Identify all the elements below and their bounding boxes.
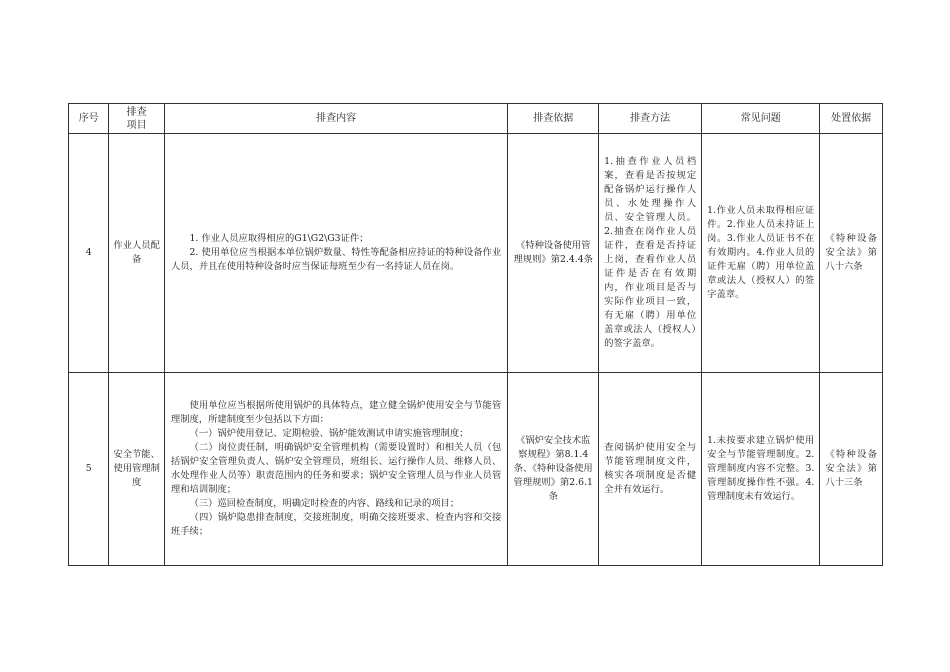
row-idx: 4 — [69, 134, 109, 373]
header-basis: 排查依据 — [508, 104, 599, 134]
content-paragraph: 2. 使用单位应当根据本单位锅炉数量、特性等配备相应持证的特种设备作业人员，并且在使用特种设备时应当保证每班至少有一名持证人员在岗。 — [170, 247, 502, 272]
content-paragraph: 使用单位应当根据所使用锅炉的具体特点，建立健全锅炉使用安全与节能管理制度，所建制度至少包括以下方面： — [170, 400, 502, 425]
row-method: 1.抽查作业人员档案，查看是否按规定配备锅炉运行操作人员、水处理操作人员、安全管理人员。2.抽查在岗作业人员证件，查看是否持证上岗，查看作业人员证件是否在有效期内，作业项目是否与实际作业项目一致，有无雇（聘）用单位盖章或法人（授权人）的签字盖章。 — [599, 134, 702, 373]
header-method: 排查方法 — [599, 104, 702, 134]
inspection-table — [68, 103, 883, 566]
row-content — [164, 134, 507, 373]
row-content — [164, 373, 507, 566]
row-basis: 《锅炉安全技术监察规程》第8.1.4条、《特种设备使用管理规则》第2.6.1条 — [508, 373, 599, 566]
content-paragraph: （三）巡回检查制度，明确定时检查的内容、路线和记录的项目； — [189, 498, 460, 509]
content-paragraph: （四）锅炉隐患排查制度，交接班制度，明确交接班要求、检查内容和交接班手续； — [170, 512, 502, 537]
header-content: 排查内容 — [164, 104, 507, 134]
content-paragraph: （二）岗位责任制，明确锅炉安全管理机构（需要设置时）和相关人员（包括锅炉安全管理负责人、锅炉安全管理员，班组长、运行操作人员、维修人员、水处理作业人员等）职责范围内的任务和要求；锅炉安全管理人员与作业人员管理和培训制度； — [170, 442, 502, 495]
row-problem: 1.作业人员未取得相应证件。2.作业人员未持证上岗。3.作业人员证书不在有效期内。4.作业人员的证件无雇（聘）用单位盖章或法人（授权人）的签字盖章。 — [702, 134, 820, 373]
row-basis: 《特种设备使用管理规则》第2.4.4条 — [508, 134, 599, 373]
header-item-line: 项目 — [126, 119, 147, 131]
header-idx: 序号 — [69, 104, 109, 134]
row-method: 查阅锅炉使用安全与节能管理制度文件，核实各项制度是否健全并有效运行。 — [599, 373, 702, 566]
table-header-row — [69, 104, 883, 134]
header-item-line: 排查 — [126, 106, 147, 118]
row-ref: 《特种设备安全法》第八十六条 — [820, 134, 883, 373]
row-ref: 《特种设备安全法》第八十三条 — [820, 373, 883, 566]
content-paragraph: （一）锅炉使用登记、定期检验、锅炉能效测试申请实施管理制度； — [189, 428, 469, 439]
row-idx: 5 — [69, 373, 109, 566]
content-paragraph: 1. 作业人员应取得相应的G1\G2\G3证件； — [189, 233, 369, 244]
header-item — [109, 104, 165, 134]
table-row — [69, 373, 883, 566]
header-problem: 常见问题 — [702, 104, 820, 134]
header-ref: 处置依据 — [820, 104, 883, 134]
row-item: 作业人员配备 — [109, 134, 165, 373]
row-problem: 1.未按要求建立锅炉使用安全与节能管理制度。2.管理制度内容不完整。3.管理制度操作性不强。4.管理制度未有效运行。 — [702, 373, 820, 566]
table-row — [69, 134, 883, 373]
row-item: 安全节能、使用管理制度 — [109, 373, 165, 566]
